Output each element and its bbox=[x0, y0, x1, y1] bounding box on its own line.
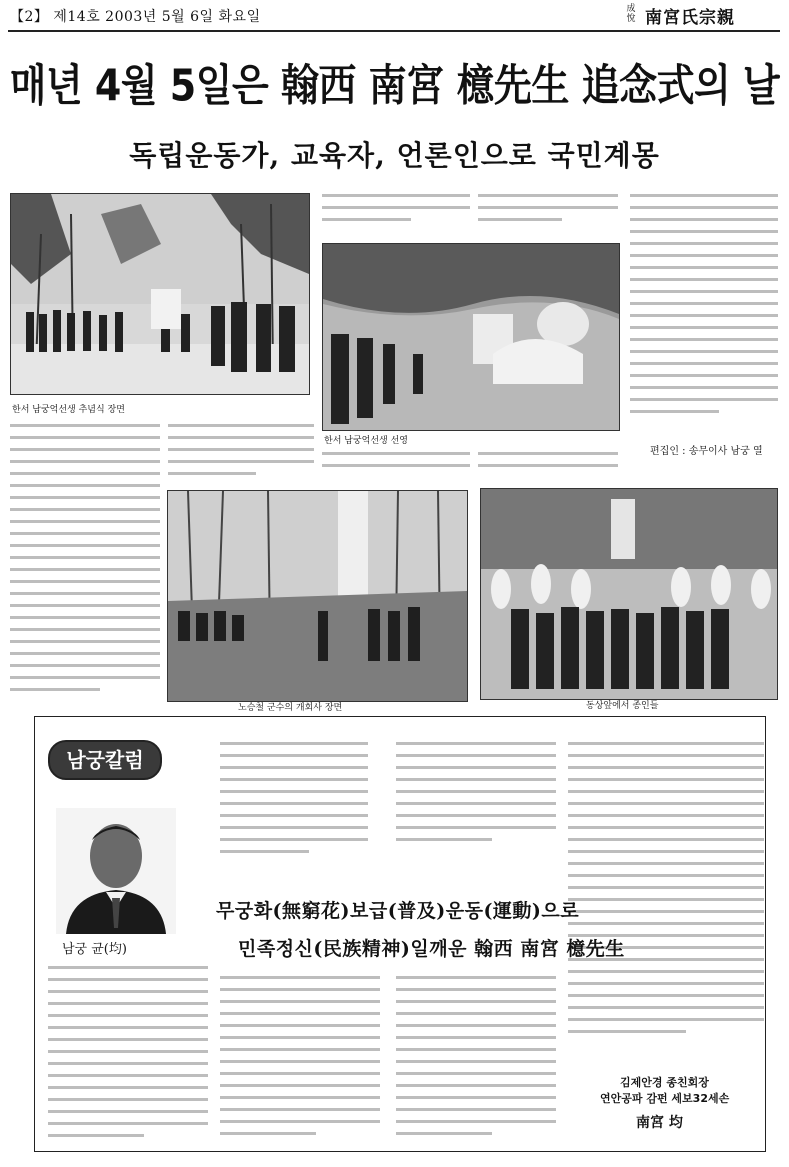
column-text-column bbox=[48, 966, 208, 1146]
photo1-caption: 한서 남궁억선생 추념식 장면 bbox=[12, 405, 125, 415]
photo3-caption: 노승철 군수의 개회사 장면 bbox=[238, 703, 343, 713]
photo-opening-speech bbox=[167, 490, 468, 702]
column-text-column bbox=[220, 742, 368, 862]
article-text-column bbox=[168, 424, 314, 484]
article-text-column bbox=[630, 194, 778, 422]
column-badge: 남궁칼럼 bbox=[48, 740, 162, 780]
article-text-column bbox=[10, 424, 160, 700]
page-headline: 매년 4월 5일은 翰西 南宮 檍先生 追念式의 날 bbox=[9, 60, 780, 111]
column-headline-2: 민족정신(民族精神)일깨운 翰西 南宮 檍先生 bbox=[238, 938, 625, 960]
column-text-column bbox=[396, 976, 556, 1144]
page-subheadline: 독립운동가, 교육자, 언론인으로 국민계몽 bbox=[129, 139, 660, 172]
column-text-column bbox=[568, 742, 764, 1042]
masthead-rule bbox=[8, 30, 780, 32]
photo2-caption: 한서 남궁억선생 선영 bbox=[324, 436, 408, 446]
article-text-column bbox=[322, 452, 470, 476]
article-text-column bbox=[478, 194, 618, 230]
column-signature-name: 南宮 均 bbox=[636, 1115, 683, 1131]
column-text-column bbox=[220, 976, 380, 1144]
column-headline-1: 무궁화(無窮花)보급(普及)운동(運動)으로 bbox=[216, 900, 580, 922]
editor-credit: 편집인 : 송무이사 남궁 열 bbox=[650, 446, 763, 457]
article-text-column bbox=[322, 194, 470, 230]
photo-group-at-statue bbox=[480, 488, 778, 700]
column-signature-line1: 김제안경 종친회장 bbox=[620, 1076, 709, 1089]
column-text-column bbox=[396, 742, 556, 850]
issue-line: 【2】 제14호 2003년 5월 6일 화요일 bbox=[10, 9, 261, 25]
photo-memorial-ceremony bbox=[10, 193, 310, 395]
paper-name: 南宮氏宗親 bbox=[645, 8, 735, 28]
column-author-caption: 남궁 균(均) bbox=[62, 942, 127, 957]
author-portrait bbox=[56, 808, 176, 934]
photo-grave-site bbox=[322, 243, 620, 431]
photo4-caption: 동상앞에서 종인들 bbox=[586, 701, 659, 711]
masthead-side-label: 成悅 bbox=[626, 4, 636, 24]
column-signature-line2: 연안공파 감펀 세보32세손 bbox=[600, 1092, 730, 1105]
article-text-column bbox=[478, 452, 618, 476]
